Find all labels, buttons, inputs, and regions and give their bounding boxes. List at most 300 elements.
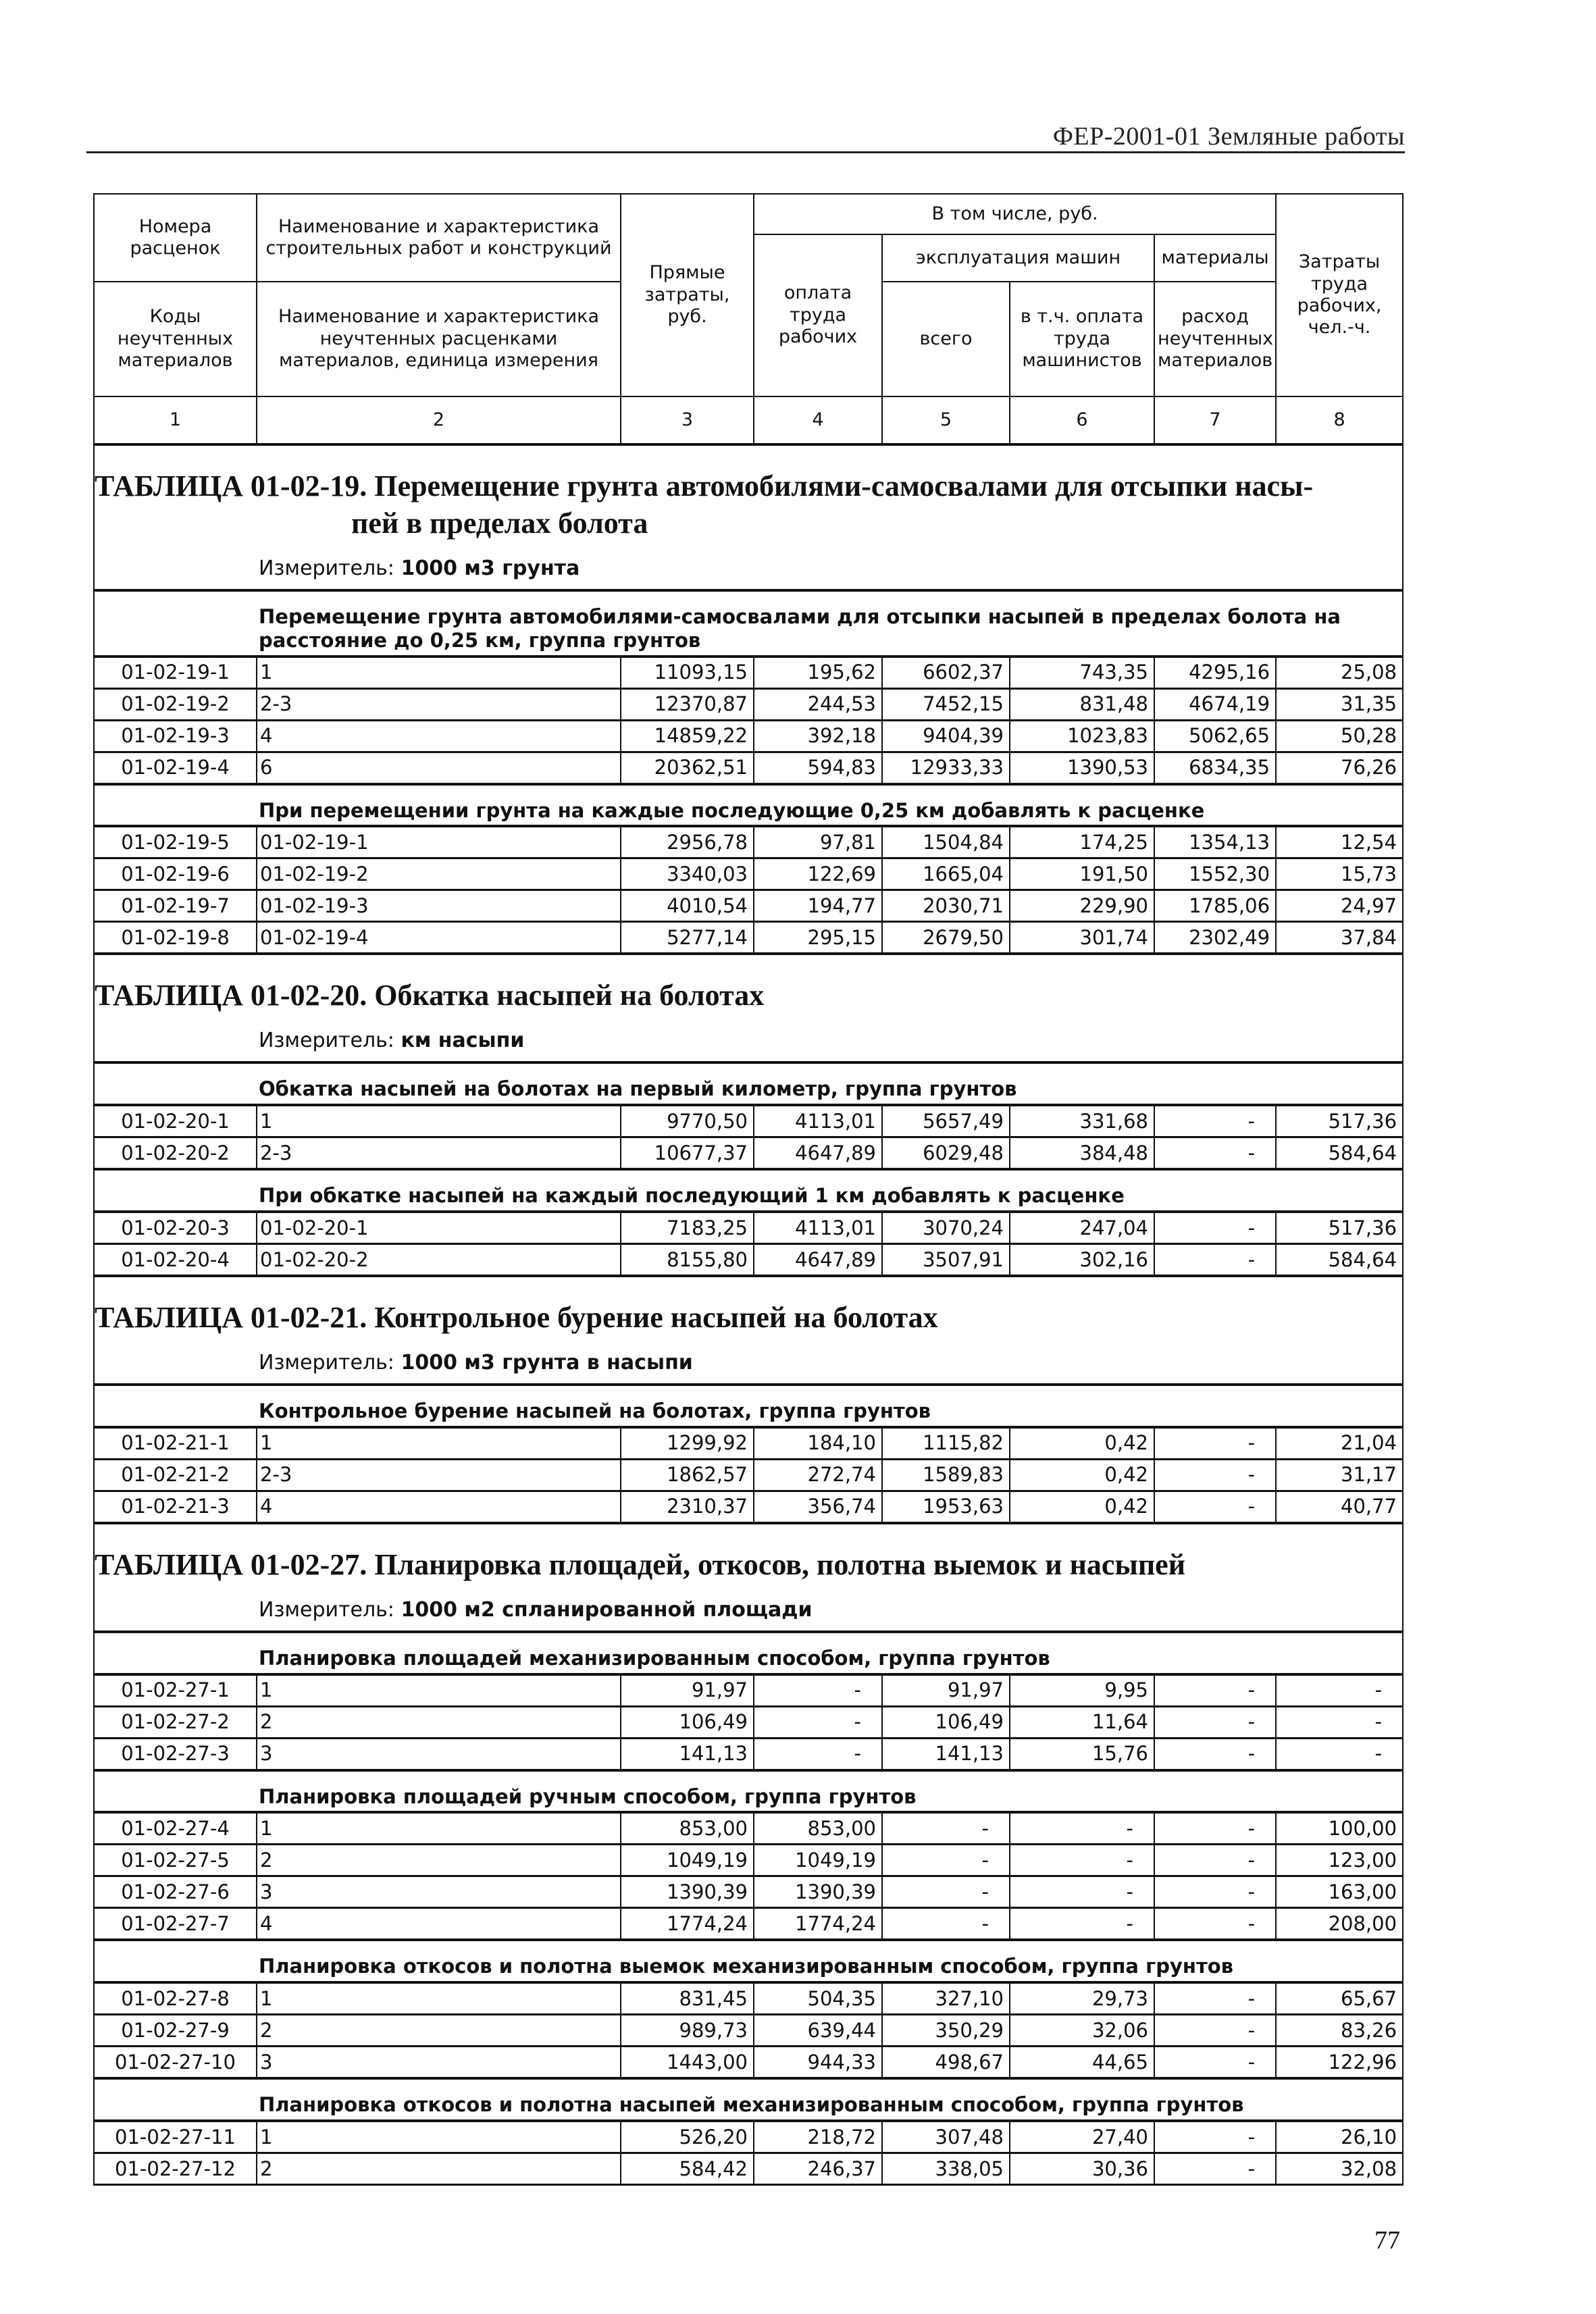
direct-costs-cell: 5277,14 bbox=[621, 922, 754, 954]
table-row bbox=[94, 1812, 1403, 1845]
labor-hours-cell: 21,04 bbox=[1276, 1427, 1403, 1460]
worker-pay-cell: 639,44 bbox=[754, 2015, 882, 2047]
machinist-pay-cell: 0,42 bbox=[1010, 1427, 1154, 1460]
machinist-pay-cell: 743,35 bbox=[1010, 657, 1154, 689]
work-group-cell: 2 bbox=[257, 2015, 621, 2047]
work-group-cell: 6 bbox=[257, 752, 621, 784]
group-header-row bbox=[94, 1940, 1403, 1982]
labor-hours-cell: 100,00 bbox=[1276, 1812, 1403, 1845]
worker-pay-cell: 853,00 bbox=[754, 1812, 882, 1845]
machinist-pay-cell: - bbox=[1010, 1876, 1154, 1908]
material-usage-cell: - bbox=[1154, 1845, 1276, 1876]
worker-pay-cell: 1774,24 bbox=[754, 1908, 882, 1940]
material-usage-cell: 4295,16 bbox=[1154, 657, 1276, 689]
direct-costs-cell: 2310,37 bbox=[621, 1491, 754, 1523]
rate-code-cell: 01-02-27-12 bbox=[94, 2153, 257, 2184]
group-header-row bbox=[94, 784, 1403, 827]
column-number: 6 bbox=[1010, 396, 1154, 444]
labor-hours-cell: 517,36 bbox=[1276, 1105, 1403, 1137]
table-row bbox=[94, 1427, 1403, 1460]
meter-value: 1000 м3 грунта в насыпи bbox=[401, 1350, 693, 1374]
direct-costs-cell: 853,00 bbox=[621, 1812, 754, 1845]
table-row bbox=[94, 657, 1403, 689]
meter-label: Измеритель: bbox=[259, 1029, 401, 1053]
machine-total-cell: 91,97 bbox=[882, 1674, 1010, 1707]
worker-pay-cell: 4113,01 bbox=[754, 1105, 882, 1137]
group-title: Планировка откосов и полотна выемок механизированным способом, группа грунтов bbox=[94, 1940, 1403, 1982]
material-usage-cell: - bbox=[1154, 2015, 1276, 2047]
direct-costs-cell: 526,20 bbox=[621, 2121, 754, 2153]
section-header-cell bbox=[94, 954, 1403, 1062]
meter-value: км насыпи bbox=[401, 1029, 525, 1053]
rate-code-cell: 01-02-19-2 bbox=[94, 688, 257, 720]
table-row bbox=[94, 2153, 1403, 2184]
rate-code-cell: 01-02-19-8 bbox=[94, 922, 257, 954]
work-group-cell: 1 bbox=[257, 657, 621, 689]
worker-pay-cell: - bbox=[754, 1674, 882, 1707]
labor-hours-cell: 15,73 bbox=[1276, 858, 1403, 890]
table-row bbox=[94, 720, 1403, 752]
material-usage-cell: - bbox=[1154, 1491, 1276, 1523]
table-title-line: пей в пределах болота bbox=[351, 507, 648, 540]
machine-total-cell: 3070,24 bbox=[882, 1212, 1010, 1244]
material-usage-cell: - bbox=[1154, 2047, 1276, 2079]
worker-pay-cell: 944,33 bbox=[754, 2047, 882, 2079]
rate-code-cell: 01-02-27-1 bbox=[94, 1674, 257, 1707]
group-title: Обкатка насыпей на болотах на первый километр, группа грунтов bbox=[94, 1062, 1403, 1105]
worker-pay-cell: 295,15 bbox=[754, 922, 882, 954]
header-labor-hours: Затраты труда рабочих, чел.-ч. bbox=[1276, 194, 1403, 396]
material-usage-cell: - bbox=[1154, 1427, 1276, 1460]
group-header-row bbox=[94, 590, 1403, 657]
table-row bbox=[94, 826, 1403, 858]
machinist-pay-cell: 30,36 bbox=[1010, 2153, 1154, 2184]
table-title-line: ТАБЛИЦА 01-02-27. Планировка площадей, откосов, полотна выемок и насыпей bbox=[95, 1547, 1186, 1581]
rate-code-cell: 01-02-27-3 bbox=[94, 1738, 257, 1770]
labor-hours-cell: 26,10 bbox=[1276, 2121, 1403, 2153]
group-header-row bbox=[94, 1632, 1403, 1674]
worker-pay-cell: 272,74 bbox=[754, 1459, 882, 1491]
labor-hours-cell: 40,77 bbox=[1276, 1491, 1403, 1523]
table-row bbox=[94, 1982, 1403, 2015]
machine-total-cell: 2679,50 bbox=[882, 922, 1010, 954]
work-group-cell: 1 bbox=[257, 1105, 621, 1137]
table-row bbox=[94, 890, 1403, 922]
group-title: Контрольное бурение насыпей на болотах, группа грунтов bbox=[94, 1385, 1403, 1427]
work-group-cell: 01-02-19-3 bbox=[257, 890, 621, 922]
table-meter bbox=[95, 1014, 1402, 1061]
group-header-row bbox=[94, 1169, 1403, 1212]
header-machinist-pay: в т.ч. оплата труда машинистов bbox=[1010, 282, 1154, 396]
machine-total-cell: 1504,84 bbox=[882, 826, 1010, 858]
material-usage-cell: - bbox=[1154, 1706, 1276, 1738]
table-row bbox=[94, 688, 1403, 720]
machine-total-cell: 1589,83 bbox=[882, 1459, 1010, 1491]
worker-pay-cell: 195,62 bbox=[754, 657, 882, 689]
machine-total-cell: 1115,82 bbox=[882, 1427, 1010, 1460]
column-number: 3 bbox=[621, 396, 754, 444]
work-group-cell: 01-02-19-1 bbox=[257, 826, 621, 858]
header-including: В том числе, руб. bbox=[754, 194, 1276, 234]
group-title: Планировка площадей механизированным способом, группа грунтов bbox=[94, 1632, 1403, 1674]
work-group-cell: 2 bbox=[257, 2153, 621, 2184]
material-usage-cell: 2302,49 bbox=[1154, 922, 1276, 954]
column-number: 2 bbox=[257, 396, 621, 444]
labor-hours-cell: - bbox=[1276, 1738, 1403, 1770]
column-number: 8 bbox=[1276, 396, 1403, 444]
table-section-header bbox=[94, 1276, 1403, 1385]
direct-costs-cell: 8155,80 bbox=[621, 1243, 754, 1276]
worker-pay-cell: 184,10 bbox=[754, 1427, 882, 1460]
group-title: Перемещение грунта автомобилями-самосвалами для отсыпки насыпей в пределах болота на расстояние до 0,25 км, группа грунтов bbox=[94, 590, 1403, 657]
rate-code-cell: 01-02-21-2 bbox=[94, 1459, 257, 1491]
table-section-header bbox=[94, 1523, 1403, 1632]
material-usage-cell: 6834,35 bbox=[1154, 752, 1276, 784]
table-row bbox=[94, 2047, 1403, 2079]
table-row bbox=[94, 1105, 1403, 1137]
direct-costs-cell: 14859,22 bbox=[621, 720, 754, 752]
machine-total-cell: 7452,15 bbox=[882, 688, 1010, 720]
work-group-cell: 1 bbox=[257, 1812, 621, 1845]
material-usage-cell: - bbox=[1154, 1212, 1276, 1244]
direct-costs-cell: 141,13 bbox=[621, 1738, 754, 1770]
machine-total-cell: 1953,63 bbox=[882, 1491, 1010, 1523]
labor-hours-cell: 584,64 bbox=[1276, 1137, 1403, 1170]
column-number: 5 bbox=[882, 396, 1010, 444]
rate-code-cell: 01-02-20-3 bbox=[94, 1212, 257, 1244]
labor-hours-cell: 122,96 bbox=[1276, 2047, 1403, 2079]
column-number: 4 bbox=[754, 396, 882, 444]
table-row bbox=[94, 1243, 1403, 1276]
meter-value: 1000 м3 грунта bbox=[401, 557, 580, 580]
rates-table bbox=[93, 193, 1404, 2186]
direct-costs-cell: 11093,15 bbox=[621, 657, 754, 689]
machinist-pay-cell: 191,50 bbox=[1010, 858, 1154, 890]
table-row bbox=[94, 1908, 1403, 1940]
rate-code-cell: 01-02-27-10 bbox=[94, 2047, 257, 2079]
material-usage-cell: 1354,13 bbox=[1154, 826, 1276, 858]
machinist-pay-cell: 29,73 bbox=[1010, 1982, 1154, 2015]
material-usage-cell: - bbox=[1154, 1459, 1276, 1491]
direct-costs-cell: 10677,37 bbox=[621, 1137, 754, 1170]
machine-total-cell: 9404,39 bbox=[882, 720, 1010, 752]
worker-pay-cell: 218,72 bbox=[754, 2121, 882, 2153]
machine-total-cell: 307,48 bbox=[882, 2121, 1010, 2153]
rate-code-cell: 01-02-27-4 bbox=[94, 1812, 257, 1845]
work-group-cell: 2 bbox=[257, 1845, 621, 1876]
machine-total-cell: - bbox=[882, 1845, 1010, 1876]
rate-code-cell: 01-02-19-5 bbox=[94, 826, 257, 858]
labor-hours-cell: 32,08 bbox=[1276, 2153, 1403, 2184]
column-number: 1 bbox=[94, 396, 257, 444]
worker-pay-cell: 4113,01 bbox=[754, 1212, 882, 1244]
table-section-header bbox=[94, 444, 1403, 590]
rate-code-cell: 01-02-19-1 bbox=[94, 657, 257, 689]
material-usage-cell: - bbox=[1154, 1982, 1276, 2015]
header-material-name: Наименование и характеристика неучтенных расценками материалов, единица измерения bbox=[257, 282, 621, 396]
material-usage-cell: 4674,19 bbox=[1154, 688, 1276, 720]
group-title: Планировка площадей ручным способом, группа грунтов bbox=[94, 1770, 1403, 1813]
machine-total-cell: 141,13 bbox=[882, 1738, 1010, 1770]
material-usage-cell: - bbox=[1154, 1137, 1276, 1170]
work-group-cell: 3 bbox=[257, 1876, 621, 1908]
rate-code-cell: 01-02-27-7 bbox=[94, 1908, 257, 1940]
header-materials: материалы bbox=[1154, 234, 1276, 282]
rate-code-cell: 01-02-27-9 bbox=[94, 2015, 257, 2047]
running-header-text: ФЕР-2001-01 Земляные работы bbox=[1052, 122, 1405, 151]
worker-pay-cell: 122,69 bbox=[754, 858, 882, 890]
work-group-cell: 2 bbox=[257, 1706, 621, 1738]
rate-code-cell: 01-02-20-4 bbox=[94, 1243, 257, 1276]
direct-costs-cell: 9770,50 bbox=[621, 1105, 754, 1137]
group-header-row bbox=[94, 1062, 1403, 1105]
work-group-cell: 4 bbox=[257, 1908, 621, 1940]
labor-hours-cell: 123,00 bbox=[1276, 1845, 1403, 1876]
direct-costs-cell: 1299,92 bbox=[621, 1427, 754, 1460]
machine-total-cell: 498,67 bbox=[882, 2047, 1010, 2079]
header-rate-numbers: Номера расценок bbox=[94, 194, 257, 282]
table-row bbox=[94, 1674, 1403, 1707]
table-row bbox=[94, 922, 1403, 954]
machinist-pay-cell: - bbox=[1010, 1845, 1154, 1876]
machine-total-cell: 1665,04 bbox=[882, 858, 1010, 890]
header-material-usage: расход неучтенных материалов bbox=[1154, 282, 1276, 396]
rate-code-cell: 01-02-19-6 bbox=[94, 858, 257, 890]
work-group-cell: 01-02-19-2 bbox=[257, 858, 621, 890]
rate-code-cell: 01-02-21-3 bbox=[94, 1491, 257, 1523]
machinist-pay-cell: 384,48 bbox=[1010, 1137, 1154, 1170]
work-group-cell: 2-3 bbox=[257, 688, 621, 720]
direct-costs-cell: 1443,00 bbox=[621, 2047, 754, 2079]
table-row bbox=[94, 1491, 1403, 1523]
header-machine-operation: эксплуатация машин bbox=[882, 234, 1154, 282]
header-machine-total: всего bbox=[882, 282, 1010, 396]
work-group-cell: 4 bbox=[257, 1491, 621, 1523]
material-usage-cell: - bbox=[1154, 2121, 1276, 2153]
machinist-pay-cell: 9,95 bbox=[1010, 1674, 1154, 1707]
rate-code-cell: 01-02-19-4 bbox=[94, 752, 257, 784]
table-meter bbox=[95, 1583, 1402, 1630]
table-title-line: ТАБЛИЦА 01-02-19. Перемещение грунта автомобилями-самосвалами для отсыпки насы- bbox=[95, 469, 1314, 503]
material-usage-cell: - bbox=[1154, 1908, 1276, 1940]
machine-total-cell: 5657,49 bbox=[882, 1105, 1010, 1137]
worker-pay-cell: 392,18 bbox=[754, 720, 882, 752]
labor-hours-cell: 83,26 bbox=[1276, 2015, 1403, 2047]
machinist-pay-cell: 302,16 bbox=[1010, 1243, 1154, 1276]
machinist-pay-cell: - bbox=[1010, 1908, 1154, 1940]
rate-code-cell: 01-02-21-1 bbox=[94, 1427, 257, 1460]
work-group-cell: 01-02-20-1 bbox=[257, 1212, 621, 1244]
header-worker-pay: оплата труда рабочих bbox=[754, 234, 882, 396]
labor-hours-cell: 31,17 bbox=[1276, 1459, 1403, 1491]
worker-pay-cell: 4647,89 bbox=[754, 1137, 882, 1170]
machinist-pay-cell: 0,42 bbox=[1010, 1491, 1154, 1523]
material-usage-cell: - bbox=[1154, 1812, 1276, 1845]
work-group-cell: 3 bbox=[257, 1738, 621, 1770]
material-usage-cell: - bbox=[1154, 2153, 1276, 2184]
machine-total-cell: 106,49 bbox=[882, 1706, 1010, 1738]
machinist-pay-cell: 331,68 bbox=[1010, 1105, 1154, 1137]
labor-hours-cell: 76,26 bbox=[1276, 752, 1403, 784]
machine-total-cell: 350,29 bbox=[882, 2015, 1010, 2047]
group-title: При перемещении грунта на каждые последующие 0,25 км добавлять к расценке bbox=[94, 784, 1403, 827]
section-header-cell bbox=[94, 444, 1403, 590]
labor-hours-cell: 163,00 bbox=[1276, 1876, 1403, 1908]
material-usage-cell: - bbox=[1154, 1674, 1276, 1707]
machine-total-cell: 12933,33 bbox=[882, 752, 1010, 784]
group-header-row bbox=[94, 2078, 1403, 2121]
labor-hours-cell: 25,08 bbox=[1276, 657, 1403, 689]
table-row bbox=[94, 1876, 1403, 1908]
machinist-pay-cell: 247,04 bbox=[1010, 1212, 1154, 1244]
machine-total-cell: 3507,91 bbox=[882, 1243, 1010, 1276]
material-usage-cell: 1785,06 bbox=[1154, 890, 1276, 922]
table-row bbox=[94, 1459, 1403, 1491]
work-group-cell: 3 bbox=[257, 2047, 621, 2079]
table-row bbox=[94, 2015, 1403, 2047]
machinist-pay-cell: 11,64 bbox=[1010, 1706, 1154, 1738]
labor-hours-cell: 24,97 bbox=[1276, 890, 1403, 922]
labor-hours-cell: 50,28 bbox=[1276, 720, 1403, 752]
rate-code-cell: 01-02-20-2 bbox=[94, 1137, 257, 1170]
price-table-sheet bbox=[93, 193, 1402, 2186]
section-header-cell bbox=[94, 1523, 1403, 1632]
direct-costs-cell: 584,42 bbox=[621, 2153, 754, 2184]
work-group-cell: 2-3 bbox=[257, 1137, 621, 1170]
rate-code-cell: 01-02-27-2 bbox=[94, 1706, 257, 1738]
table-row bbox=[94, 1738, 1403, 1770]
group-title: Планировка откосов и полотна насыпей механизированным способом, группа грунтов bbox=[94, 2078, 1403, 2121]
table-row bbox=[94, 1845, 1403, 1876]
table-section-header bbox=[94, 954, 1403, 1062]
direct-costs-cell: 1390,39 bbox=[621, 1876, 754, 1908]
worker-pay-cell: - bbox=[754, 1706, 882, 1738]
labor-hours-cell: 584,64 bbox=[1276, 1243, 1403, 1276]
table-title bbox=[95, 955, 1402, 1014]
machine-total-cell: 6029,48 bbox=[882, 1137, 1010, 1170]
direct-costs-cell: 989,73 bbox=[621, 2015, 754, 2047]
work-group-cell: 01-02-19-4 bbox=[257, 922, 621, 954]
table-meter bbox=[95, 1336, 1402, 1383]
machine-total-cell: - bbox=[882, 1812, 1010, 1845]
machinist-pay-cell: 174,25 bbox=[1010, 826, 1154, 858]
labor-hours-cell: 65,67 bbox=[1276, 1982, 1403, 2015]
material-usage-cell: - bbox=[1154, 1876, 1276, 1908]
machine-total-cell: 327,10 bbox=[882, 1982, 1010, 2015]
table-header bbox=[94, 194, 1403, 444]
direct-costs-cell: 4010,54 bbox=[621, 890, 754, 922]
worker-pay-cell: 504,35 bbox=[754, 1982, 882, 2015]
machinist-pay-cell: 301,74 bbox=[1010, 922, 1154, 954]
machinist-pay-cell: 44,65 bbox=[1010, 2047, 1154, 2079]
labor-hours-cell: 12,54 bbox=[1276, 826, 1403, 858]
machine-total-cell: 338,05 bbox=[882, 2153, 1010, 2184]
machinist-pay-cell: 229,90 bbox=[1010, 890, 1154, 922]
work-group-cell: 1 bbox=[257, 2121, 621, 2153]
rate-code-cell: 01-02-19-7 bbox=[94, 890, 257, 922]
page-number: 77 bbox=[1374, 2226, 1400, 2255]
labor-hours-cell: 37,84 bbox=[1276, 922, 1403, 954]
machinist-pay-cell: 15,76 bbox=[1010, 1738, 1154, 1770]
direct-costs-cell: 91,97 bbox=[621, 1674, 754, 1707]
table-body bbox=[94, 444, 1403, 2184]
direct-costs-cell: 12370,87 bbox=[621, 688, 754, 720]
worker-pay-cell: 356,74 bbox=[754, 1491, 882, 1523]
material-usage-cell: 5062,65 bbox=[1154, 720, 1276, 752]
machinist-pay-cell: 831,48 bbox=[1010, 688, 1154, 720]
direct-costs-cell: 1862,57 bbox=[621, 1459, 754, 1491]
header-direct-costs: Прямые затраты, руб. bbox=[621, 194, 754, 396]
meter-label: Измеритель: bbox=[259, 557, 401, 580]
machinist-pay-cell: 32,06 bbox=[1010, 2015, 1154, 2047]
rate-code-cell: 01-02-27-6 bbox=[94, 1876, 257, 1908]
table-row bbox=[94, 2121, 1403, 2153]
direct-costs-cell: 106,49 bbox=[621, 1706, 754, 1738]
labor-hours-cell: 208,00 bbox=[1276, 1908, 1403, 1940]
machine-total-cell: - bbox=[882, 1876, 1010, 1908]
worker-pay-cell: 246,37 bbox=[754, 2153, 882, 2184]
direct-costs-cell: 3340,03 bbox=[621, 858, 754, 890]
direct-costs-cell: 1774,24 bbox=[621, 1908, 754, 1940]
meter-label: Измеритель: bbox=[259, 1350, 401, 1374]
material-usage-cell: - bbox=[1154, 1243, 1276, 1276]
work-group-cell: 1 bbox=[257, 1982, 621, 2015]
table-title-line: ТАБЛИЦА 01-02-21. Контрольное бурение насыпей на болотах bbox=[95, 1300, 938, 1334]
worker-pay-cell: 594,83 bbox=[754, 752, 882, 784]
machine-total-cell: 6602,37 bbox=[882, 657, 1010, 689]
group-header-row bbox=[94, 1385, 1403, 1427]
group-title: При обкатке насыпей на каждый последующий 1 км добавлять к расценке bbox=[94, 1169, 1403, 1212]
rate-code-cell: 01-02-27-8 bbox=[94, 1982, 257, 2015]
rate-code-cell: 01-02-27-11 bbox=[94, 2121, 257, 2153]
section-header-cell bbox=[94, 1276, 1403, 1385]
worker-pay-cell: - bbox=[754, 1738, 882, 1770]
labor-hours-cell: - bbox=[1276, 1674, 1403, 1707]
table-row bbox=[94, 1212, 1403, 1244]
worker-pay-cell: 4647,89 bbox=[754, 1243, 882, 1276]
running-header bbox=[86, 122, 1405, 153]
work-group-cell: 1 bbox=[257, 1674, 621, 1707]
direct-costs-cell: 2956,78 bbox=[621, 826, 754, 858]
labor-hours-cell: 31,35 bbox=[1276, 688, 1403, 720]
material-usage-cell: - bbox=[1154, 1738, 1276, 1770]
direct-costs-cell: 1049,19 bbox=[621, 1845, 754, 1876]
work-group-cell: 01-02-20-2 bbox=[257, 1243, 621, 1276]
table-row bbox=[94, 1706, 1403, 1738]
work-group-cell: 2-3 bbox=[257, 1459, 621, 1491]
header-work-name: Наименование и характеристика строительных работ и конструкций bbox=[257, 194, 621, 282]
worker-pay-cell: 244,53 bbox=[754, 688, 882, 720]
material-usage-cell: 1552,30 bbox=[1154, 858, 1276, 890]
table-title bbox=[95, 446, 1402, 542]
labor-hours-cell: - bbox=[1276, 1706, 1403, 1738]
rate-code-cell: 01-02-27-5 bbox=[94, 1845, 257, 1876]
machinist-pay-cell: 1390,53 bbox=[1010, 752, 1154, 784]
meter-value: 1000 м2 спланированной площади bbox=[401, 1597, 813, 1622]
table-row bbox=[94, 1137, 1403, 1170]
rate-code-cell: 01-02-19-3 bbox=[94, 720, 257, 752]
worker-pay-cell: 1049,19 bbox=[754, 1845, 882, 1876]
material-usage-cell: - bbox=[1154, 1105, 1276, 1137]
work-group-cell: 4 bbox=[257, 720, 621, 752]
machine-total-cell: 2030,71 bbox=[882, 890, 1010, 922]
direct-costs-cell: 7183,25 bbox=[621, 1212, 754, 1244]
column-number: 7 bbox=[1154, 396, 1276, 444]
worker-pay-cell: 194,77 bbox=[754, 890, 882, 922]
meter-label: Измеритель: bbox=[259, 1597, 401, 1622]
column-numbers-row bbox=[94, 396, 1403, 444]
machinist-pay-cell: - bbox=[1010, 1812, 1154, 1845]
